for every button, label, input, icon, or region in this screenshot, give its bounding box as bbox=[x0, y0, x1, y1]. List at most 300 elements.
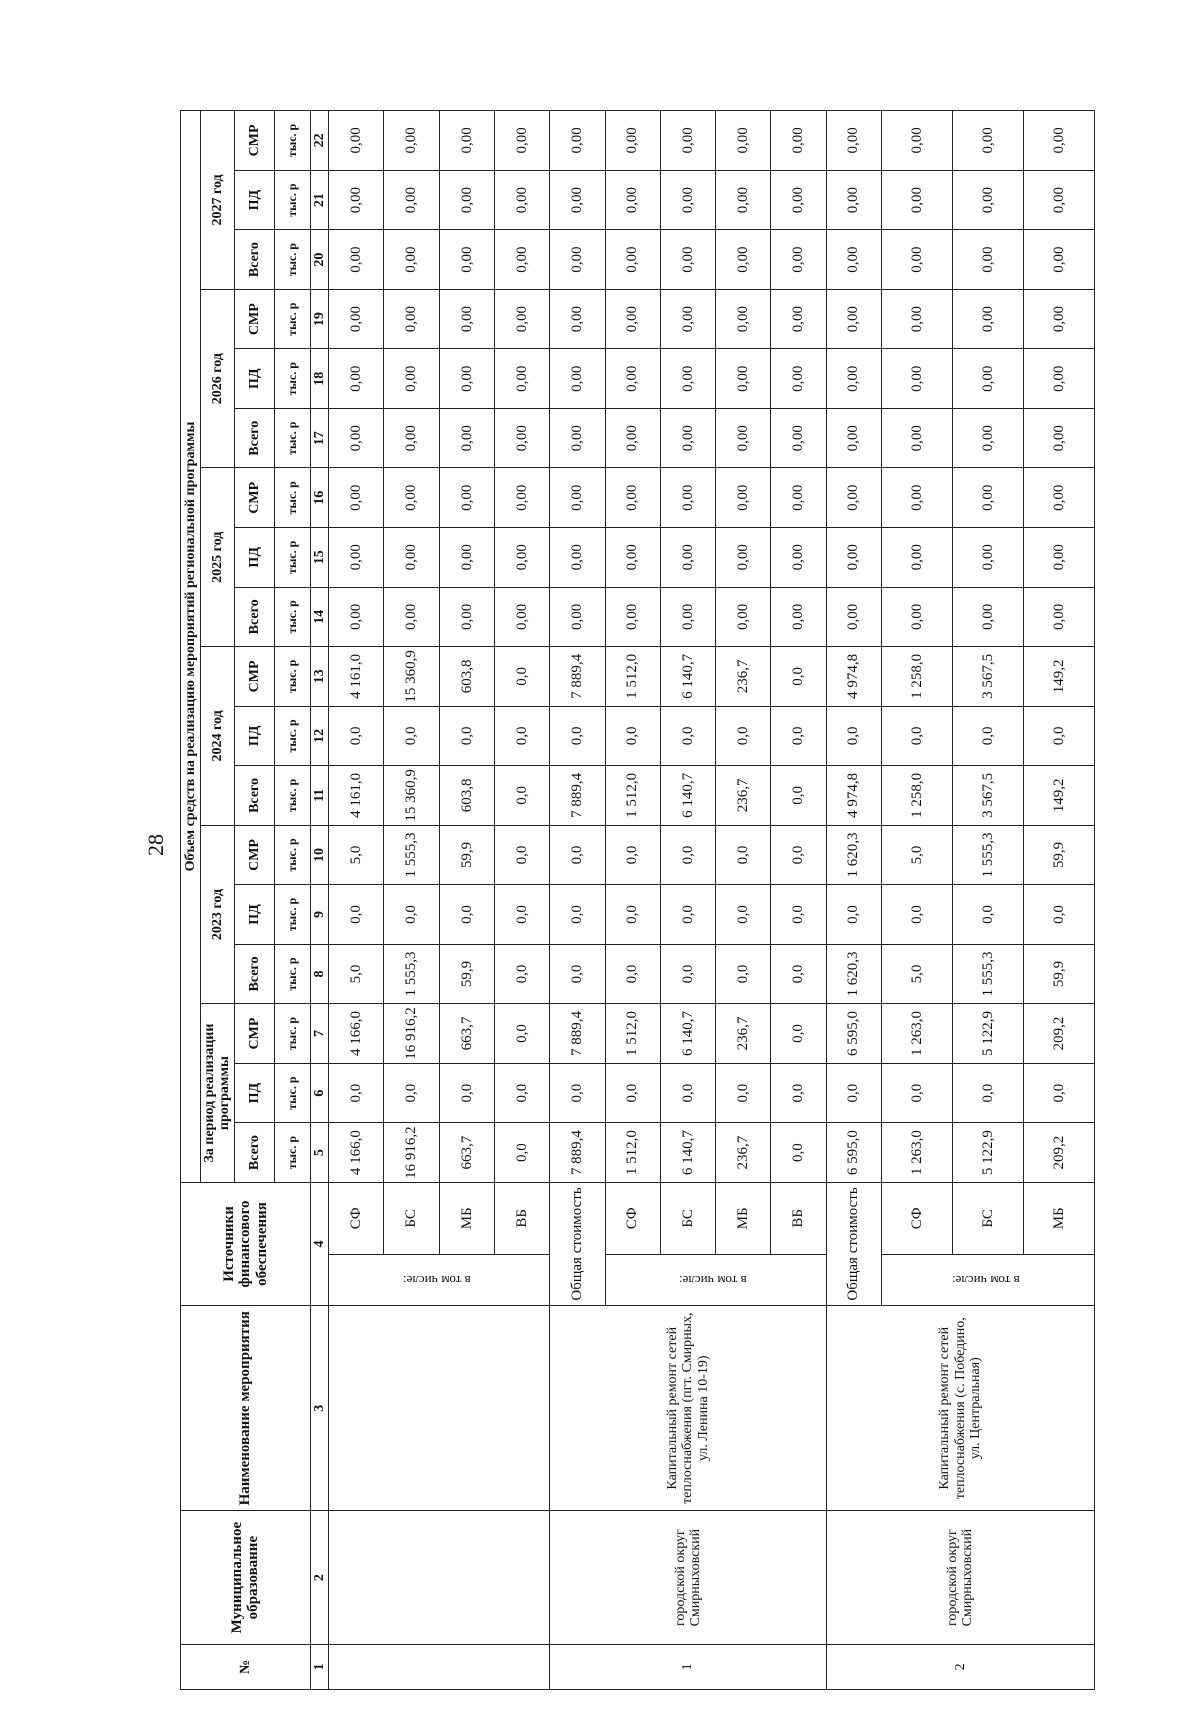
value-cell: 0,00 bbox=[329, 230, 384, 290]
header-col-number: 9 bbox=[310, 885, 328, 945]
header-unit: тыс. р bbox=[274, 825, 310, 885]
value-cell: 0,00 bbox=[550, 230, 605, 290]
value-cell: 0,00 bbox=[605, 230, 660, 290]
value-cell: 0,00 bbox=[494, 230, 549, 290]
header-unit: тыс. р bbox=[274, 1004, 310, 1064]
value-cell: 1 258,0 bbox=[881, 647, 952, 707]
header-sub-col: ПД bbox=[234, 170, 274, 230]
header-unit: тыс. р bbox=[274, 766, 310, 826]
value-cell: 0,00 bbox=[384, 230, 439, 290]
header-year-2023: 2023 год bbox=[201, 825, 235, 1004]
value-cell: 0,0 bbox=[881, 885, 952, 945]
value-cell: 0,0 bbox=[494, 1123, 549, 1183]
value-cell: 0,00 bbox=[329, 170, 384, 230]
header-sub-col: ПД bbox=[234, 349, 274, 409]
value-cell: 0,0 bbox=[771, 766, 826, 826]
value-cell: 0,00 bbox=[952, 170, 1023, 230]
value-cell: 7 889,4 bbox=[550, 1004, 605, 1064]
value-cell: 6 140,7 bbox=[660, 1004, 715, 1064]
value-cell: 4 974,8 bbox=[826, 766, 881, 826]
header-unit: тыс. р bbox=[274, 1123, 310, 1183]
value-cell: 0,00 bbox=[494, 408, 549, 468]
header-unit: тыс. р bbox=[274, 647, 310, 707]
header-col-number: 19 bbox=[310, 289, 328, 349]
value-cell: 0,00 bbox=[771, 289, 826, 349]
header-col-number: 13 bbox=[310, 647, 328, 707]
value-cell: 0,0 bbox=[494, 885, 549, 945]
value-cell: 0,00 bbox=[881, 408, 952, 468]
header-col-number: 14 bbox=[310, 587, 328, 647]
value-cell: 1 620,3 bbox=[826, 944, 881, 1004]
value-cell: 0,00 bbox=[1023, 528, 1094, 588]
value-cell: 0,0 bbox=[329, 885, 384, 945]
value-cell: 0,00 bbox=[494, 528, 549, 588]
value-cell: 4 166,0 bbox=[329, 1123, 384, 1183]
value-cell: 5,0 bbox=[881, 825, 952, 885]
value-cell: 0,0 bbox=[952, 885, 1023, 945]
value-cell: 16 916,2 bbox=[384, 1123, 439, 1183]
header-unit: тыс. р bbox=[274, 885, 310, 945]
header-col-number: 16 bbox=[310, 468, 328, 528]
value-cell: 0,00 bbox=[881, 468, 952, 528]
value-cell: 6 140,7 bbox=[660, 1123, 715, 1183]
value-cell: 5,0 bbox=[881, 944, 952, 1004]
value-cell: 0,00 bbox=[384, 528, 439, 588]
value-cell: 0,0 bbox=[605, 706, 660, 766]
value-cell: 0,0 bbox=[494, 706, 549, 766]
value-cell: 0,00 bbox=[550, 111, 605, 171]
value-cell: 0,00 bbox=[660, 408, 715, 468]
value-cell: 209,2 bbox=[1023, 1123, 1094, 1183]
value-cell: 0,0 bbox=[494, 1063, 549, 1123]
header-sub-col: Всего bbox=[234, 408, 274, 468]
header-sub-col: СМР bbox=[234, 825, 274, 885]
value-cell: 0,0 bbox=[660, 825, 715, 885]
value-cell: 0,00 bbox=[716, 349, 771, 409]
value-cell: 0,00 bbox=[384, 111, 439, 171]
value-cell: 0,00 bbox=[605, 528, 660, 588]
header-col-number: 11 bbox=[310, 766, 328, 826]
value-cell: 0,00 bbox=[605, 111, 660, 171]
value-cell: 0,00 bbox=[605, 408, 660, 468]
header-unit: тыс. р bbox=[274, 528, 310, 588]
value-cell: 0,00 bbox=[439, 289, 494, 349]
value-cell: 0,0 bbox=[771, 944, 826, 1004]
value-cell: 0,0 bbox=[494, 647, 549, 707]
total-cost-cell: Общая стоимость bbox=[550, 1182, 605, 1305]
value-cell: 0,00 bbox=[771, 468, 826, 528]
value-cell: 0,00 bbox=[660, 230, 715, 290]
value-cell: 0,00 bbox=[660, 528, 715, 588]
value-cell: 0,0 bbox=[660, 885, 715, 945]
header-year-2025: 2025 год bbox=[201, 468, 235, 647]
value-cell: 0,00 bbox=[881, 289, 952, 349]
header-no: № bbox=[181, 1644, 311, 1689]
including-label-cell bbox=[881, 1254, 1094, 1305]
value-cell: 0,0 bbox=[384, 1063, 439, 1123]
value-cell: 0,00 bbox=[384, 408, 439, 468]
value-cell: 0,00 bbox=[1023, 170, 1094, 230]
summary-municipality-cell bbox=[329, 1511, 550, 1644]
including-label: в том числе: bbox=[403, 1273, 471, 1289]
source-cell: МБ bbox=[1023, 1182, 1094, 1254]
value-cell: 1 512,0 bbox=[605, 647, 660, 707]
value-cell: 0,00 bbox=[771, 349, 826, 409]
rotated-table-wrapper bbox=[180, 110, 1095, 1690]
source-cell: СФ bbox=[329, 1182, 384, 1254]
value-cell: 0,00 bbox=[605, 349, 660, 409]
header-unit: тыс. р bbox=[274, 111, 310, 171]
header-col-number: 1 bbox=[310, 1644, 328, 1689]
value-cell: 236,7 bbox=[716, 1004, 771, 1064]
header-year-2024: 2024 год bbox=[201, 647, 235, 826]
value-cell: 0,0 bbox=[881, 706, 952, 766]
value-cell: 0,00 bbox=[716, 528, 771, 588]
source-cell: МБ bbox=[439, 1182, 494, 1254]
header-col-number: 6 bbox=[310, 1063, 328, 1123]
header-unit: тыс. р bbox=[274, 468, 310, 528]
header-unit: тыс. р bbox=[274, 230, 310, 290]
value-cell: 0,00 bbox=[826, 349, 881, 409]
value-cell: 0,00 bbox=[1023, 468, 1094, 528]
value-cell: 0,0 bbox=[826, 706, 881, 766]
value-cell: 0,00 bbox=[384, 289, 439, 349]
value-cell: 0,0 bbox=[716, 885, 771, 945]
value-cell: 0,00 bbox=[1023, 587, 1094, 647]
header-number-row bbox=[310, 111, 328, 1690]
header-unit: тыс. р bbox=[274, 170, 310, 230]
value-cell: 0,00 bbox=[771, 170, 826, 230]
value-cell: 0,00 bbox=[716, 230, 771, 290]
value-cell: 0,00 bbox=[1023, 289, 1094, 349]
header-sub-col: Всего bbox=[234, 766, 274, 826]
value-cell: 4 974,8 bbox=[826, 647, 881, 707]
value-cell: 0,00 bbox=[952, 230, 1023, 290]
header-unit: тыс. р bbox=[274, 1063, 310, 1123]
value-cell: 7 889,4 bbox=[550, 766, 605, 826]
value-cell: 0,00 bbox=[329, 528, 384, 588]
value-cell: 0,00 bbox=[439, 111, 494, 171]
source-cell: СФ bbox=[881, 1182, 952, 1254]
value-cell: 603,8 bbox=[439, 766, 494, 826]
source-cell: СФ bbox=[605, 1182, 660, 1254]
value-cell: 1 512,0 bbox=[605, 1004, 660, 1064]
value-cell: 0,00 bbox=[716, 587, 771, 647]
header-sub-col: СМР bbox=[234, 111, 274, 171]
value-cell: 1 263,0 bbox=[881, 1004, 952, 1064]
header-unit: тыс. р bbox=[274, 408, 310, 468]
table-row bbox=[550, 111, 605, 1690]
value-cell: 0,0 bbox=[439, 1063, 494, 1123]
header-sub-col: Всего bbox=[234, 1123, 274, 1183]
value-cell: 0,0 bbox=[771, 825, 826, 885]
header-col-number: 20 bbox=[310, 230, 328, 290]
value-cell: 0,00 bbox=[439, 408, 494, 468]
table-row bbox=[329, 111, 384, 1690]
value-cell: 0,0 bbox=[716, 706, 771, 766]
total-cost-cell: Общая стоимость bbox=[826, 1182, 881, 1305]
value-cell: 0,00 bbox=[660, 468, 715, 528]
header-sub-col: СМР bbox=[234, 468, 274, 528]
value-cell: 1 263,0 bbox=[881, 1123, 952, 1183]
value-cell: 663,7 bbox=[439, 1123, 494, 1183]
value-cell: 6 140,7 bbox=[660, 647, 715, 707]
value-cell: 0,00 bbox=[494, 111, 549, 171]
value-cell: 0,00 bbox=[771, 111, 826, 171]
value-cell: 0,00 bbox=[660, 170, 715, 230]
header-col-number: 17 bbox=[310, 408, 328, 468]
value-cell: 0,00 bbox=[1023, 230, 1094, 290]
value-cell: 0,0 bbox=[494, 1004, 549, 1064]
value-cell: 0,00 bbox=[384, 468, 439, 528]
header-col-number: 10 bbox=[310, 825, 328, 885]
value-cell: 6 595,0 bbox=[826, 1123, 881, 1183]
value-cell: 0,00 bbox=[439, 349, 494, 409]
value-cell: 7 889,4 bbox=[550, 647, 605, 707]
summary-event-cell bbox=[329, 1306, 550, 1511]
value-cell: 0,00 bbox=[716, 170, 771, 230]
header-unit: тыс. р bbox=[274, 944, 310, 1004]
header-col-number: 2 bbox=[310, 1511, 328, 1644]
header-period: За период реализации программы bbox=[201, 1004, 235, 1183]
header-unit: тыс. р bbox=[274, 706, 310, 766]
header-sub-col: СМР bbox=[234, 1004, 274, 1064]
value-cell: 0,0 bbox=[329, 706, 384, 766]
value-cell: 0,0 bbox=[494, 766, 549, 826]
value-cell: 4 161,0 bbox=[329, 766, 384, 826]
source-cell: МБ bbox=[716, 1182, 771, 1254]
value-cell: 0,0 bbox=[439, 885, 494, 945]
value-cell: 0,0 bbox=[605, 885, 660, 945]
source-cell: БС bbox=[952, 1182, 1023, 1254]
value-cell: 1 512,0 bbox=[605, 766, 660, 826]
value-cell: 0,00 bbox=[826, 528, 881, 588]
value-cell: 0,00 bbox=[550, 289, 605, 349]
value-cell: 0,00 bbox=[494, 170, 549, 230]
value-cell: 149,2 bbox=[1023, 766, 1094, 826]
header-col-number: 15 bbox=[310, 528, 328, 588]
value-cell: 0,0 bbox=[716, 1063, 771, 1123]
value-cell: 0,00 bbox=[494, 468, 549, 528]
value-cell: 0,0 bbox=[550, 885, 605, 945]
item-no-cell: 2 bbox=[826, 1644, 1094, 1689]
header-sub-col: Всего bbox=[234, 587, 274, 647]
value-cell: 1 555,3 bbox=[384, 944, 439, 1004]
value-cell: 0,00 bbox=[771, 230, 826, 290]
value-cell: 0,00 bbox=[952, 408, 1023, 468]
value-cell: 5 122,9 bbox=[952, 1123, 1023, 1183]
source-cell: БС bbox=[660, 1182, 715, 1254]
value-cell: 0,00 bbox=[881, 349, 952, 409]
header-sub-col: ПД bbox=[234, 885, 274, 945]
header-sub-col: СМР bbox=[234, 647, 274, 707]
value-cell: 0,00 bbox=[329, 289, 384, 349]
source-cell: ВБ bbox=[771, 1182, 826, 1254]
value-cell: 0,00 bbox=[826, 230, 881, 290]
value-cell: 7 889,4 bbox=[550, 1123, 605, 1183]
header-source: Источники финансового обеспечения bbox=[181, 1182, 311, 1305]
value-cell: 0,0 bbox=[660, 944, 715, 1004]
value-cell: 0,0 bbox=[605, 944, 660, 1004]
value-cell: 0,00 bbox=[716, 408, 771, 468]
value-cell: 0,00 bbox=[826, 170, 881, 230]
value-cell: 0,0 bbox=[384, 885, 439, 945]
value-cell: 0,00 bbox=[660, 111, 715, 171]
including-label-cell bbox=[329, 1254, 550, 1305]
item-municipality-cell: городской округ Смирныховский bbox=[826, 1511, 1094, 1644]
value-cell: 0,00 bbox=[384, 587, 439, 647]
value-cell: 6 140,7 bbox=[660, 766, 715, 826]
value-cell: 0,0 bbox=[550, 706, 605, 766]
header-sub-col: СМР bbox=[234, 289, 274, 349]
item-event-cell: Капитальный ремонт сетей теплоснабжения (с. Победино, ул. Центральная) bbox=[826, 1306, 1094, 1511]
header-unit: тыс. р bbox=[274, 587, 310, 647]
value-cell: 0,0 bbox=[771, 1063, 826, 1123]
source-cell: ВБ bbox=[494, 1182, 549, 1254]
value-cell: 0,00 bbox=[881, 528, 952, 588]
header-col-number: 7 bbox=[310, 1004, 328, 1064]
value-cell: 1 620,3 bbox=[826, 825, 881, 885]
value-cell: 0,00 bbox=[439, 230, 494, 290]
header-event: Наименование мероприятия bbox=[181, 1306, 311, 1511]
value-cell: 0,00 bbox=[384, 349, 439, 409]
value-cell: 1 258,0 bbox=[881, 766, 952, 826]
value-cell: 149,2 bbox=[1023, 647, 1094, 707]
including-label: в том числе: bbox=[951, 1273, 1020, 1289]
value-cell: 1 555,3 bbox=[384, 825, 439, 885]
item-event-cell: Капитальный ремонт сетей теплоснабжения (пгт. Смирных, ул. Ленина 10-19) bbox=[550, 1306, 826, 1511]
value-cell: 0,00 bbox=[952, 349, 1023, 409]
value-cell: 6 595,0 bbox=[826, 1004, 881, 1064]
value-cell: 209,2 bbox=[1023, 1004, 1094, 1064]
value-cell: 0,00 bbox=[329, 349, 384, 409]
value-cell: 0,0 bbox=[605, 1063, 660, 1123]
value-cell: 0,0 bbox=[771, 885, 826, 945]
value-cell: 59,9 bbox=[1023, 825, 1094, 885]
header-col-number: 8 bbox=[310, 944, 328, 1004]
value-cell: 0,0 bbox=[550, 825, 605, 885]
value-cell: 0,0 bbox=[384, 706, 439, 766]
value-cell: 0,00 bbox=[384, 170, 439, 230]
header-col-number: 5 bbox=[310, 1123, 328, 1183]
item-no-cell: 1 bbox=[550, 1644, 826, 1689]
value-cell: 0,00 bbox=[660, 587, 715, 647]
value-cell: 0,00 bbox=[660, 349, 715, 409]
value-cell: 0,0 bbox=[826, 1063, 881, 1123]
header-col-number: 4 bbox=[310, 1182, 328, 1305]
value-cell: 0,00 bbox=[1023, 408, 1094, 468]
value-cell: 0,0 bbox=[660, 706, 715, 766]
value-cell: 5 122,9 bbox=[952, 1004, 1023, 1064]
value-cell: 0,0 bbox=[716, 825, 771, 885]
value-cell: 0,00 bbox=[952, 111, 1023, 171]
value-cell: 0,0 bbox=[550, 944, 605, 1004]
value-cell: 0,00 bbox=[550, 587, 605, 647]
funding-table bbox=[180, 110, 1095, 1690]
value-cell: 0,00 bbox=[605, 289, 660, 349]
item-municipality-cell: городской округ Смирныховский bbox=[550, 1511, 826, 1644]
value-cell: 0,00 bbox=[494, 587, 549, 647]
value-cell: 3 567,5 bbox=[952, 766, 1023, 826]
header-municipality: Муниципальное образование bbox=[181, 1511, 311, 1644]
header-year-2027: 2027 год bbox=[201, 111, 235, 290]
value-cell: 0,00 bbox=[329, 468, 384, 528]
value-cell: 0,00 bbox=[826, 408, 881, 468]
value-cell: 0,00 bbox=[605, 587, 660, 647]
value-cell: 59,9 bbox=[1023, 944, 1094, 1004]
header-unit: тыс. р bbox=[274, 289, 310, 349]
value-cell: 0,00 bbox=[439, 170, 494, 230]
value-cell: 0,00 bbox=[826, 289, 881, 349]
value-cell: 0,00 bbox=[826, 587, 881, 647]
value-cell: 0,00 bbox=[952, 289, 1023, 349]
value-cell: 0,0 bbox=[1023, 706, 1094, 766]
value-cell: 0,0 bbox=[494, 944, 549, 1004]
value-cell: 0,00 bbox=[1023, 111, 1094, 171]
value-cell: 0,00 bbox=[716, 289, 771, 349]
value-cell: 0,00 bbox=[771, 528, 826, 588]
value-cell: 603,8 bbox=[439, 647, 494, 707]
value-cell: 0,0 bbox=[952, 706, 1023, 766]
value-cell: 0,00 bbox=[605, 468, 660, 528]
value-cell: 0,0 bbox=[329, 1063, 384, 1123]
value-cell: 0,00 bbox=[329, 408, 384, 468]
value-cell: 0,0 bbox=[771, 1004, 826, 1064]
value-cell: 16 916,2 bbox=[384, 1004, 439, 1064]
header-sub-col: Всего bbox=[234, 230, 274, 290]
header-sub-col: ПД bbox=[234, 528, 274, 588]
value-cell: 59,9 bbox=[439, 944, 494, 1004]
value-cell: 0,0 bbox=[494, 825, 549, 885]
value-cell: 0,00 bbox=[494, 349, 549, 409]
value-cell: 0,00 bbox=[881, 230, 952, 290]
value-cell: 59,9 bbox=[439, 825, 494, 885]
value-cell: 0,00 bbox=[952, 468, 1023, 528]
header-sub-col: ПД bbox=[234, 1063, 274, 1123]
value-cell: 5,0 bbox=[329, 944, 384, 1004]
value-cell: 0,00 bbox=[771, 587, 826, 647]
value-cell: 0,00 bbox=[826, 468, 881, 528]
value-cell: 15 360,9 bbox=[384, 647, 439, 707]
value-cell: 0,00 bbox=[716, 111, 771, 171]
value-cell: 0,00 bbox=[952, 587, 1023, 647]
value-cell: 0,00 bbox=[494, 289, 549, 349]
value-cell: 0,00 bbox=[550, 408, 605, 468]
including-label-cell bbox=[605, 1254, 826, 1305]
page-number: 28 bbox=[143, 834, 168, 856]
header-col-number: 3 bbox=[310, 1306, 328, 1511]
value-cell: 0,0 bbox=[605, 825, 660, 885]
table-body bbox=[329, 111, 1095, 1690]
value-cell: 0,00 bbox=[881, 587, 952, 647]
value-cell: 0,00 bbox=[550, 468, 605, 528]
value-cell: 5,0 bbox=[329, 825, 384, 885]
value-cell: 0,0 bbox=[771, 1123, 826, 1183]
table-row bbox=[826, 111, 881, 1690]
value-cell: 0,0 bbox=[881, 1063, 952, 1123]
header-col-number: 21 bbox=[310, 170, 328, 230]
value-cell: 0,00 bbox=[329, 111, 384, 171]
value-cell: 0,00 bbox=[550, 349, 605, 409]
value-cell: 0,0 bbox=[660, 1063, 715, 1123]
value-cell: 0,00 bbox=[660, 289, 715, 349]
value-cell: 0,00 bbox=[826, 111, 881, 171]
header-volume-title: Объем средств на реализацию мероприятий региональной программы bbox=[181, 111, 201, 1183]
value-cell: 15 360,9 bbox=[384, 766, 439, 826]
value-cell: 0,00 bbox=[439, 468, 494, 528]
value-cell: 0,00 bbox=[329, 587, 384, 647]
header-sub-col: ПД bbox=[234, 706, 274, 766]
